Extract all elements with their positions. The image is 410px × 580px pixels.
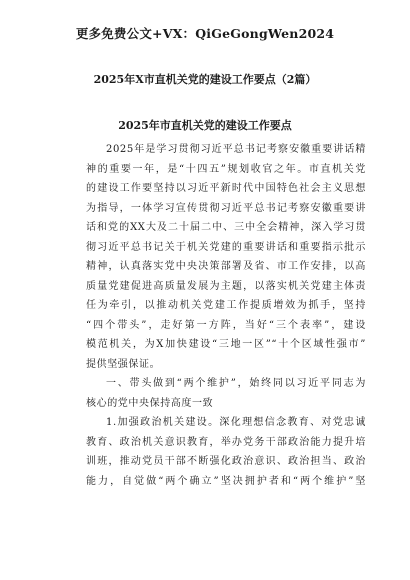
- body-line: 教育、政治机关意识教育，举办党务干部政治能力提升培: [86, 436, 366, 448]
- body-line: 精神，认真落实党中央决策部署及省、市工作安排，以高: [86, 261, 366, 272]
- body-line: 神的重要一年，是“十四五”规划收官之年。市直机关党: [86, 163, 366, 175]
- body-line: 2025年是学习贯彻习近平总书记考察安徽重要讲话精: [106, 144, 366, 155]
- document-title: 2025年X市直机关党的建设工作要点（2篇）: [93, 73, 317, 86]
- body-line: 的建设工作要坚持以习近平新时代中国特色社会主义思想: [86, 183, 366, 194]
- section-title: 2025年市直机关党的建设工作要点: [118, 119, 292, 132]
- body-line: 1.加强政治机关建设。深化理想信念教育、对党忠诚: [106, 417, 366, 428]
- watermark-header: 更多免费公文+VX：QiGeGongWen2024: [75, 26, 335, 41]
- body-line: “四个带头”，走好第一方阵，当好“三个表率”，建设: [86, 319, 366, 331]
- body-text: [86, 140, 366, 491]
- body-line: 提供坚强保证。: [86, 358, 161, 370]
- body-line: 训班，推动党员干部不断强化政治意识、政治担当、政治: [86, 456, 366, 467]
- body-line: 为指导，一体学习宣传贯彻习近平总书记考察安徽重要讲: [86, 202, 366, 214]
- body-line: 核心的党中央保持高度一致: [86, 397, 214, 409]
- body-line: 一、带头做到“两个维护”，始终同以习近平同志为: [106, 378, 366, 389]
- body-line: 任为牵引，以推动机关党建工作提质增效为抓手，坚持: [86, 300, 366, 311]
- body-line: 质量党建促进高质量发展为主题，以落实机关党建主体责: [86, 280, 366, 292]
- body-line: 模范机关，为X加快建设“三地一区”“十个区域性强市”: [86, 339, 366, 350]
- body-line: 彻习近平总书记关于机关党建的重要讲话和重要指示批示: [86, 241, 366, 253]
- body-line: 能力，自觉做“两个确立”坚决拥护者和“两个维护”坚: [86, 475, 366, 487]
- body-line: 话和党的XX大及二十届二中、三中全会精神，深入学习贯: [86, 222, 366, 233]
